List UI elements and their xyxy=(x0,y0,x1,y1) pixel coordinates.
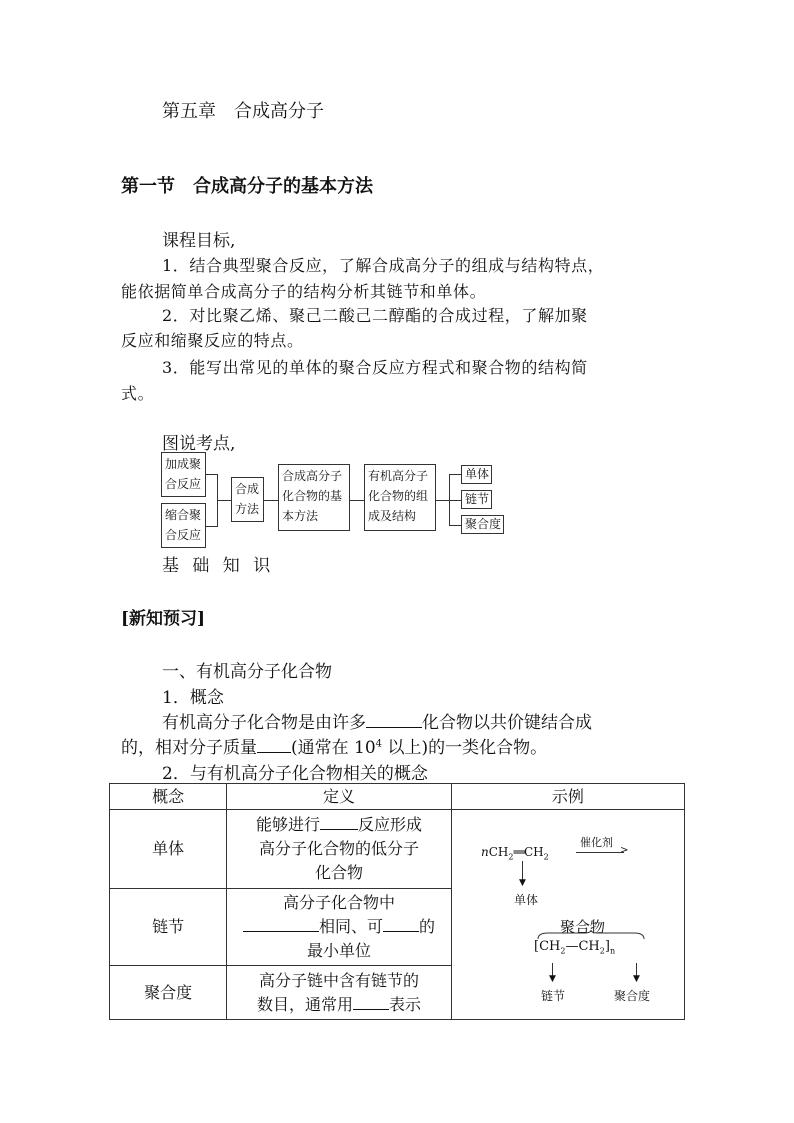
catalyst-label: 催化剂 xyxy=(580,836,613,849)
concepts-table xyxy=(109,783,685,1020)
synthesis-method-box: 合成 方法 xyxy=(231,477,264,522)
blank-repeat[interactable] xyxy=(383,917,419,932)
blank-symbol[interactable] xyxy=(353,995,389,1010)
degree-box: 聚合度 xyxy=(461,515,504,534)
definition-monomer: 能够进行 反应形成 高分子化合物的低分子 化合物 xyxy=(227,810,451,889)
objective-1-line-1: 1．结合典型聚合反应，了解合成高分子的组成与结构特点， xyxy=(162,256,605,275)
basic-knowledge-heading: 基 础 知 识 xyxy=(162,556,275,576)
objective-3-line-1: 3．能写出常见的单体的聚合反应方程式和聚合物的结构简 xyxy=(162,358,588,377)
objective-3-line-2: 式。 xyxy=(121,384,155,403)
related-concepts-subheading: 2．与有机高分子化合物相关的概念 xyxy=(162,764,428,784)
chain-link-box: 链节 xyxy=(461,490,492,509)
example-degree-label: 聚合度 xyxy=(614,989,651,1003)
degree-arrow-head: ▼ xyxy=(633,974,640,984)
header-example: 示例 xyxy=(451,784,684,810)
blank-molecular-mass[interactable] xyxy=(257,738,291,753)
composition-structure-box: 有机高分子 化合物的组 成及结构 xyxy=(364,464,436,531)
example-polymer-label: 聚合物 xyxy=(560,918,606,936)
objective-2-line-2: 反应和缩聚反应的特点。 xyxy=(121,331,304,350)
condensation-polymerization-box: 缩合聚 合反应 xyxy=(161,503,206,548)
blank-small-molecule[interactable] xyxy=(366,713,422,728)
basic-method-box: 合成高分子 化合物的基 本方法 xyxy=(278,464,350,531)
blank-composition[interactable] xyxy=(243,917,319,932)
section-title: 第一节 合成高分子的基本方法 xyxy=(121,176,373,197)
monomer-arrow-head: ▼ xyxy=(519,878,526,888)
objective-2-line-1: 2．对比聚乙烯、聚己二酸己二醇酯的合成过程，了解加聚 xyxy=(162,306,588,325)
objective-1-line-2: 能依据简单合成高分子的结构分析其链节和单体。 xyxy=(121,282,487,301)
reaction-arrow xyxy=(576,852,624,853)
concept-line-2: 的，相对分子质量 (通常在 $10^4$ 以上)的一类化合物。 xyxy=(121,738,548,758)
term-chain-link: 链节 xyxy=(110,889,227,966)
header-concept: 概念 xyxy=(110,784,227,810)
part1-heading: 一、有机高分子化合物 xyxy=(162,662,332,682)
reaction-equation: $nCH_2══CH_2$ xyxy=(481,845,549,862)
monomer-box: 单体 xyxy=(461,465,492,484)
term-monomer: 单体 xyxy=(110,810,227,889)
blank-polymerization[interactable] xyxy=(320,815,358,830)
chapter-title: 第五章 合成高分子 xyxy=(162,101,324,122)
reaction-arrow-head: > xyxy=(620,845,629,856)
example-link-label: 链节 xyxy=(541,989,566,1003)
concept-subheading: 1．概念 xyxy=(162,688,224,708)
definition-degree: 高分子链中含有链节的 数目，通常用 表示 xyxy=(227,966,451,1020)
preview-title: [新知预习] xyxy=(121,609,206,629)
addition-polymerization-box: 加成聚 合反应 xyxy=(161,452,206,497)
objectives-heading: 课程目标, xyxy=(162,231,236,251)
diagram-heading: 图说考点, xyxy=(162,434,236,454)
example-monomer-label: 单体 xyxy=(514,893,539,907)
definition-chain-link: 高分子化合物中 相同、可 的 最小单位 xyxy=(227,889,451,966)
header-definition: 定义 xyxy=(227,784,451,810)
concept-line-1: 有机高分子化合物是由许多 化合物以共价键结合成 xyxy=(162,713,592,733)
link-arrow-head: ▼ xyxy=(549,974,556,984)
term-degree: 聚合度 xyxy=(110,966,227,1020)
polymer-formula: $[CH_2—CH_2]_n$ xyxy=(534,939,616,956)
